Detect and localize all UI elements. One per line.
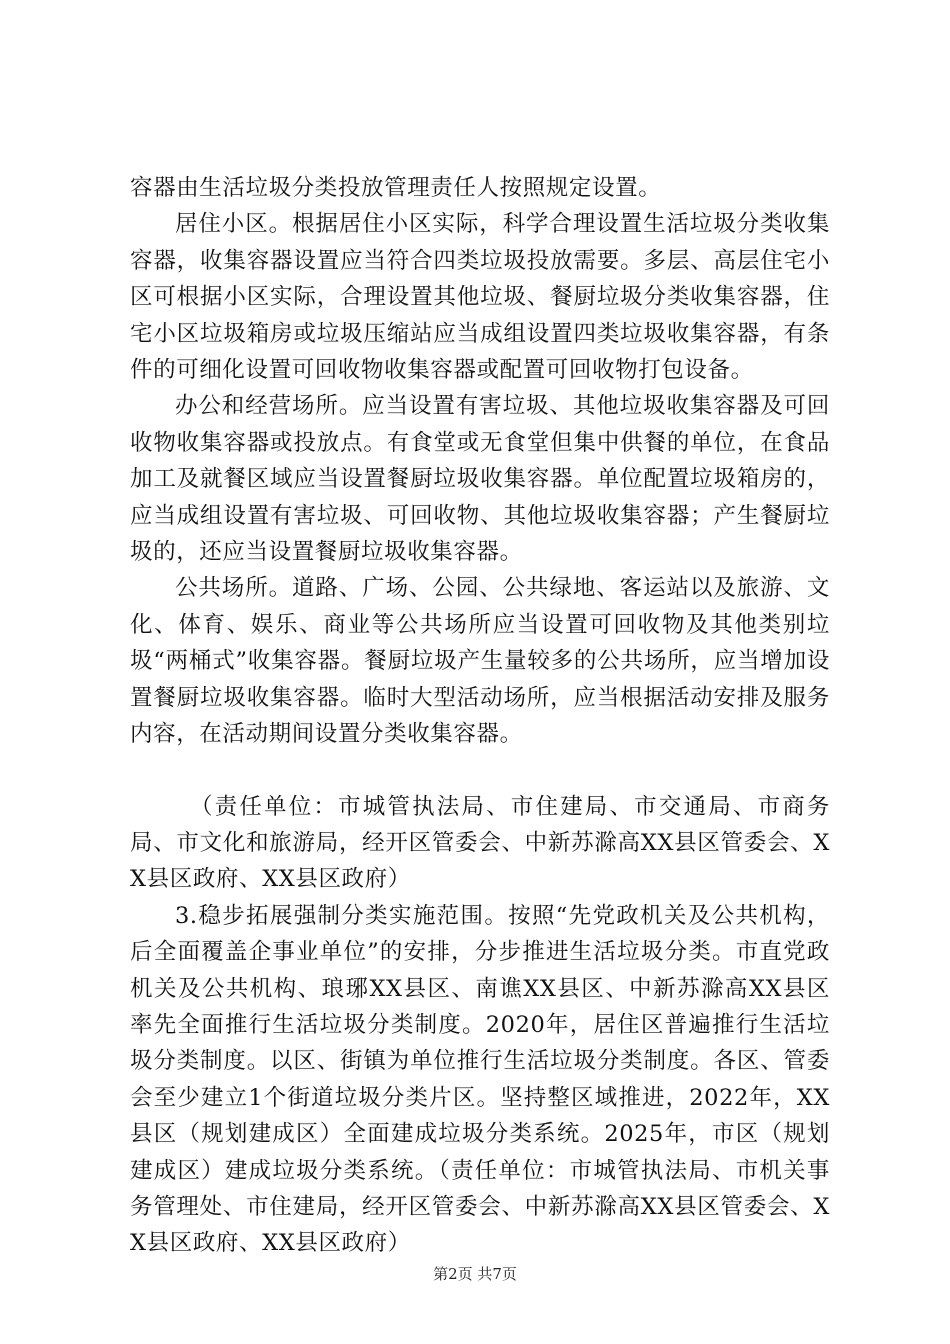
document-body	[130, 170, 830, 1262]
paragraph-section-3: 3.稳步拓展强制分类实施范围。按照“先党政机关及公共机构，后全面覆盖企事业单位”的安排，分步推进生活垃圾分类。市直党政机关及公共机构、琅琊XX县区、南谯XX县区、中新苏滁高XX县区率先全面推行生活垃圾分类制度。2020年，居住区普遍推行生活垃圾分类制度。以区、街镇为单位推行生活垃圾分类制度。各区、管委会至少建立1个街道垃圾分类片区。坚持整区域推进，2022年，XX县区（规划建成区）全面建成垃圾分类系统。2025年，市区（规划建成区）建成垃圾分类系统。（责任单位：市城管执法局、市机关事务管理处、市住建局，经开区管委会、中新苏滁高XX县区管委会、XX县区政府、XX县区政府）	[130, 902, 830, 1257]
paragraph-spacer	[130, 753, 830, 789]
page-number-footer: 第2页 共7页	[433, 1265, 517, 1283]
paragraph-residential: 居住小区。根据居住小区实际，科学合理设置生活垃圾分类收集容器，收集容器设置应当符合四类垃圾投放需要。多层、高层住宅小区可根据小区实际，合理设置其他垃圾、餐厨垃圾分类收集容器，住宅小区垃圾箱房或垃圾压缩站应当成组设置四类垃圾收集容器，有条件的可细化设置可回收物收集容器或配置可回收物打包设备。	[130, 211, 830, 384]
paragraph-office: 办公和经营场所。应当设置有害垃圾、其他垃圾收集容器及可回收物收集容器或投放点。有食堂或无食堂但集中供餐的单位，在食品加工及就餐区域应当设置餐厨垃圾收集容器。单位配置垃圾箱房的，应当成组设置有害垃圾、可回收物、其他垃圾收集容器；产生餐厨垃圾的，还应当设置餐厨垃圾收集容器。	[130, 393, 830, 566]
paragraph-responsible-units: （责任单位：市城管执法局、市住建局、市交通局、市商务局、市文化和旅游局，经开区管委会、中新苏滁高XX县区管委会、XX县区政府、XX县区政府）	[130, 793, 830, 893]
paragraph-continuation: 容器由生活垃圾分类投放管理责任人按照规定设置。	[130, 175, 662, 201]
paragraph-public-places: 公共场所。道路、广场、公园、公共绿地、客运站以及旅游、文化、体育、娱乐、商业等公共场所应当设置可回收物及其他类别垃圾“两桶式”收集容器。餐厨垃圾产生量较多的公共场所，应当增加设置餐厨垃圾收集容器。临时大型活动场所，应当根据活动安排及服务内容，在活动期间设置分类收集容器。	[130, 575, 830, 748]
